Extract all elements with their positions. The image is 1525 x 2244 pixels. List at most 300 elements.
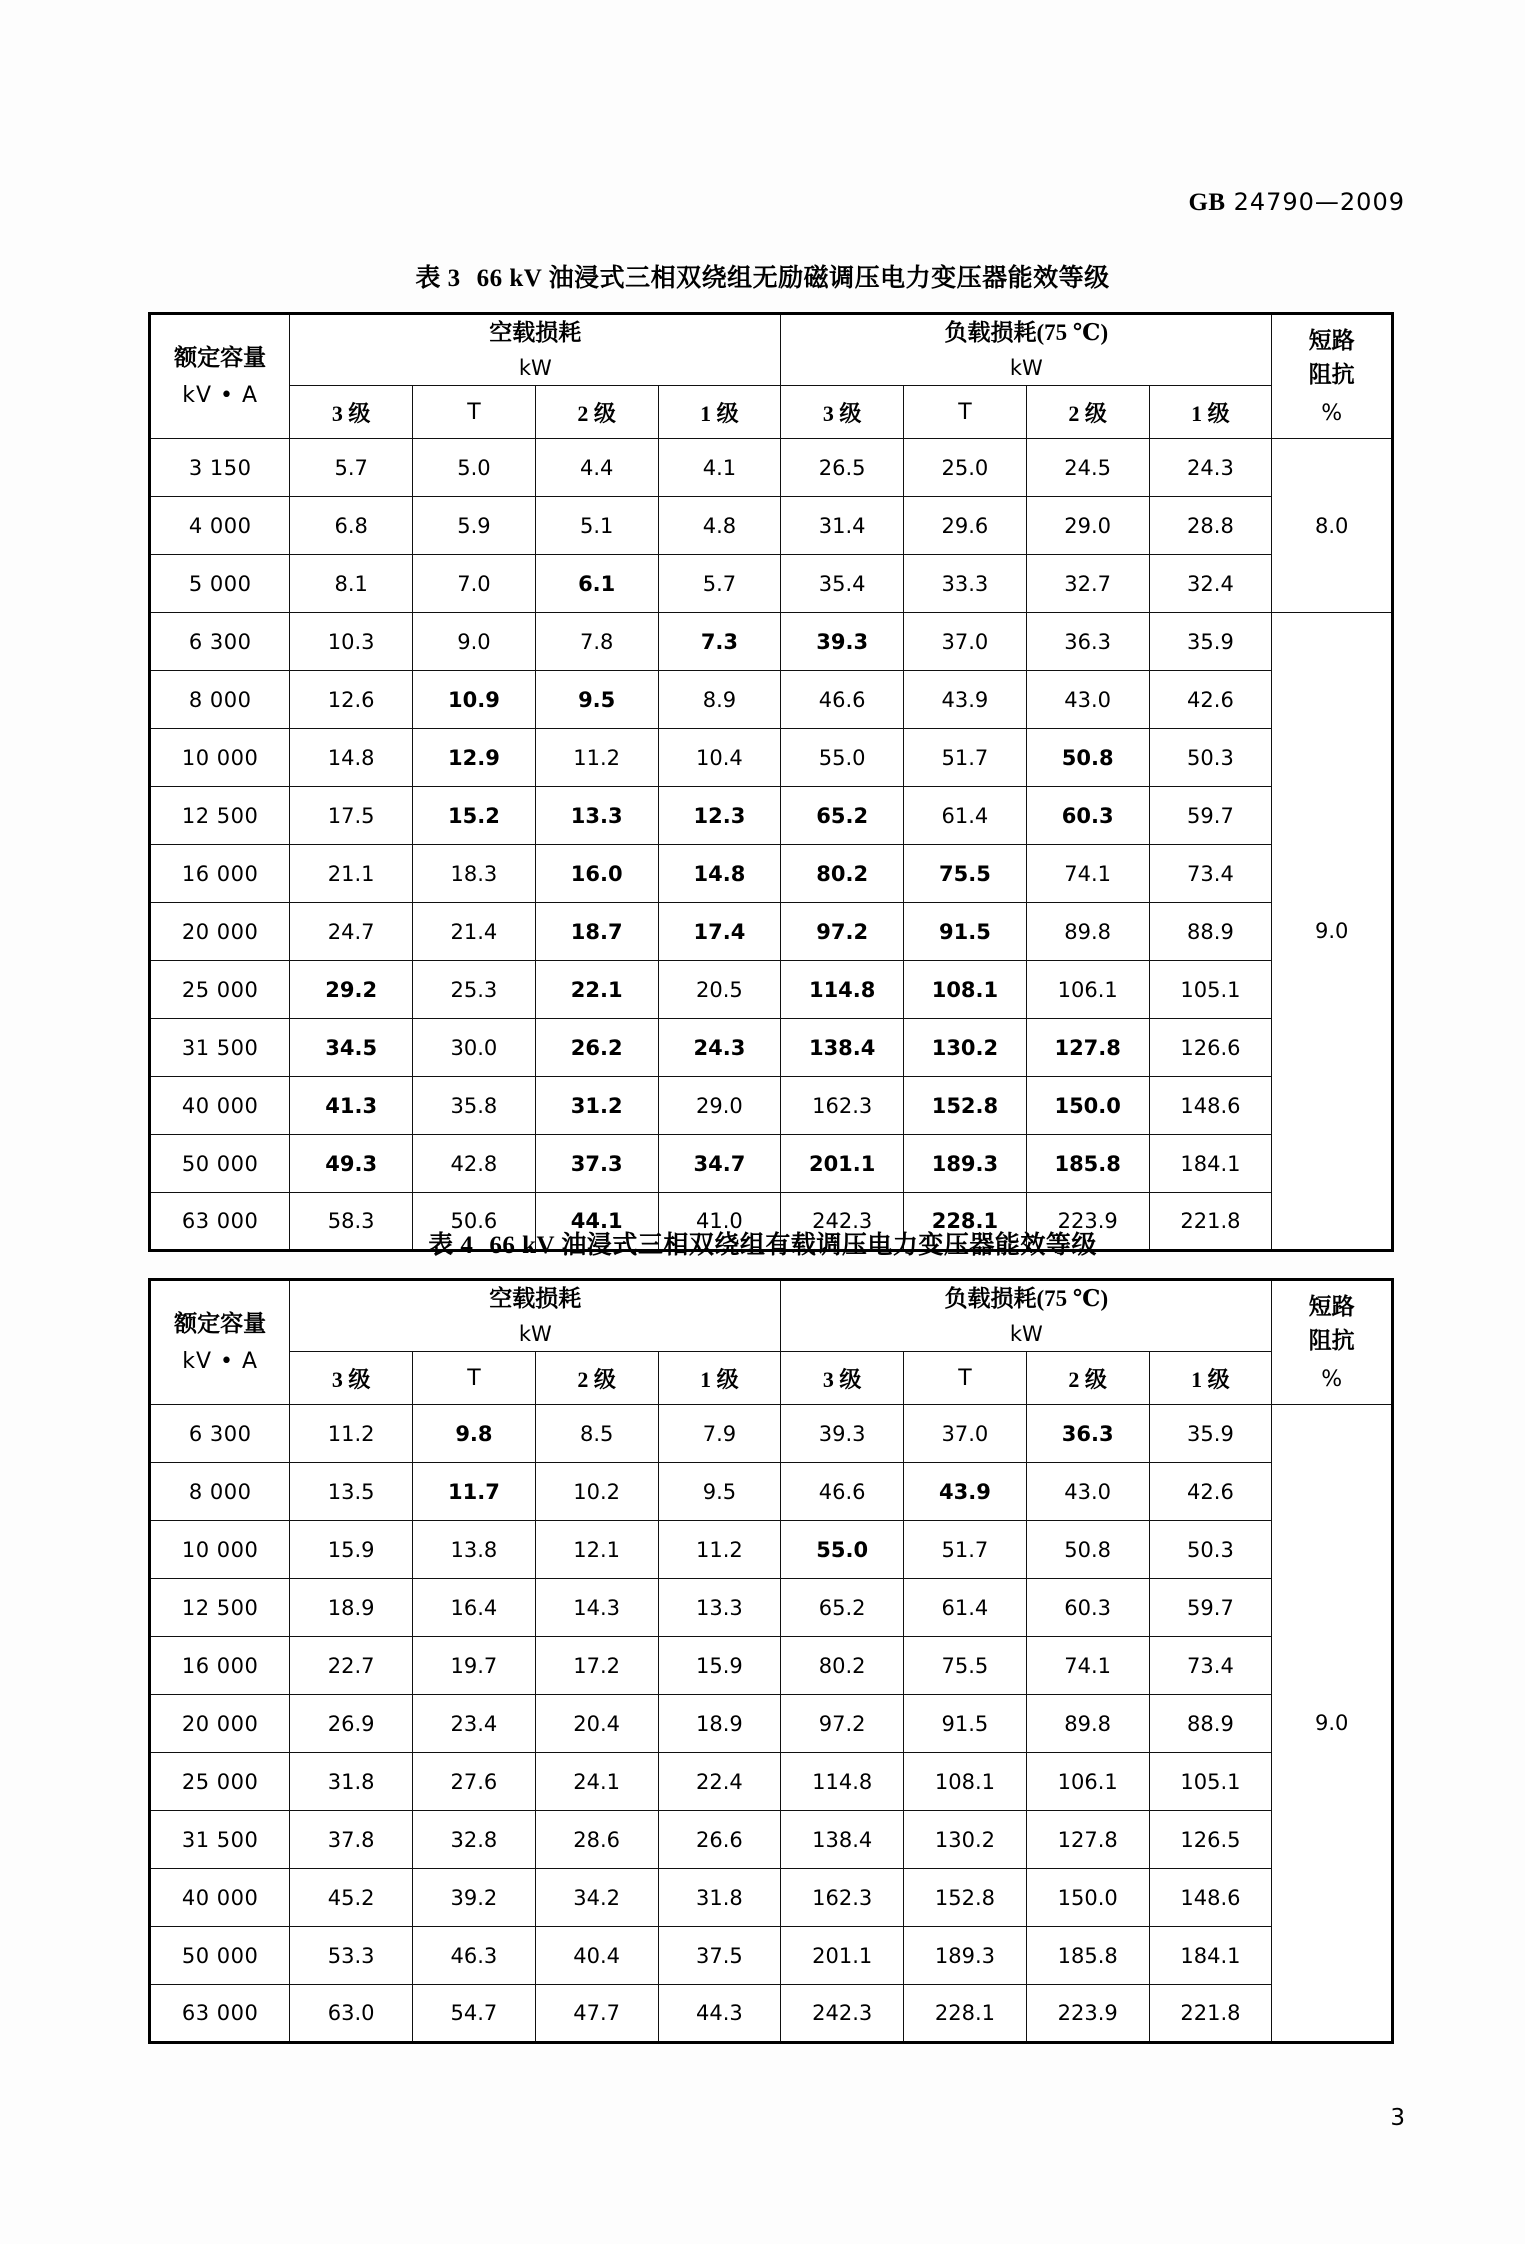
cell-no-load-loss: 5.9 (413, 497, 536, 555)
cell-no-load-loss: 37.3 (535, 1135, 658, 1193)
header-no-load-label: 空载损耗 (489, 320, 582, 345)
cell-no-load-loss: 22.4 (658, 1753, 781, 1811)
header-nl-level-3: 3 级 (290, 386, 413, 439)
table-row (150, 787, 1393, 845)
cell-no-load-loss: 15.9 (658, 1637, 781, 1695)
table-row (150, 845, 1393, 903)
cell-rated-capacity: 5 000 (150, 555, 290, 613)
cell-load-loss: 43.9 (904, 671, 1027, 729)
header-capacity-label: 额定容量 (174, 344, 267, 370)
table-4-wrapper (148, 1278, 1394, 2044)
cell-load-loss: 50.3 (1149, 729, 1272, 787)
cell-no-load-loss: 14.3 (535, 1579, 658, 1637)
table-3 (148, 312, 1394, 1252)
cell-load-loss: 73.4 (1149, 845, 1272, 903)
header-load-loss (781, 314, 1272, 386)
cell-load-loss: 242.3 (781, 1193, 904, 1251)
header-impedance-line1: 短路 (1308, 327, 1355, 353)
cell-no-load-loss: 25.3 (413, 961, 536, 1019)
cell-no-load-loss: 34.7 (658, 1135, 781, 1193)
cell-no-load-loss: 10.4 (658, 729, 781, 787)
cell-rated-capacity: 20 000 (150, 903, 290, 961)
cell-load-loss: 37.0 (904, 1405, 1027, 1463)
cell-load-loss: 35.9 (1149, 613, 1272, 671)
cell-load-loss: 43.9 (904, 1463, 1027, 1521)
cell-no-load-loss: 37.5 (658, 1927, 781, 1985)
header-capacity-unit: kV • A (182, 1349, 259, 1375)
cell-load-loss: 185.8 (1026, 1927, 1149, 1985)
table-row (150, 1869, 1393, 1927)
cell-load-loss: 127.8 (1026, 1019, 1149, 1077)
standard-header (1188, 188, 1405, 217)
standard-number: 24790—2009 (1233, 188, 1405, 216)
cell-load-loss: 138.4 (781, 1019, 904, 1077)
table-4-body (150, 1405, 1393, 2043)
cell-no-load-loss: 7.8 (535, 613, 658, 671)
cell-no-load-loss: 17.4 (658, 903, 781, 961)
cell-no-load-loss: 24.1 (535, 1753, 658, 1811)
cell-load-loss: 29.0 (1026, 497, 1149, 555)
cell-load-loss: 201.1 (781, 1927, 904, 1985)
cell-no-load-loss: 47.7 (535, 1985, 658, 2043)
cell-no-load-loss: 26.2 (535, 1019, 658, 1077)
cell-no-load-loss: 31.8 (658, 1869, 781, 1927)
cell-load-loss: 80.2 (781, 1637, 904, 1695)
cell-no-load-loss: 18.3 (413, 845, 536, 903)
cell-no-load-loss: 9.5 (535, 671, 658, 729)
cell-no-load-loss: 9.0 (413, 613, 536, 671)
cell-no-load-loss: 4.4 (535, 439, 658, 497)
cell-no-load-loss: 34.5 (290, 1019, 413, 1077)
cell-rated-capacity: 40 000 (150, 1869, 290, 1927)
cell-load-loss: 74.1 (1026, 1637, 1149, 1695)
table-row (150, 1985, 1393, 2043)
cell-no-load-loss: 54.7 (413, 1985, 536, 2043)
cell-load-loss: 31.4 (781, 497, 904, 555)
cell-no-load-loss: 50.6 (413, 1193, 536, 1251)
cell-load-loss: 148.6 (1149, 1869, 1272, 1927)
header-no-load-loss (290, 1280, 781, 1352)
table-row (150, 729, 1393, 787)
cell-no-load-loss: 44.1 (535, 1193, 658, 1251)
cell-no-load-loss: 10.2 (535, 1463, 658, 1521)
header-ll-level-t: T (904, 386, 1027, 439)
header-ll-level-t: T (904, 1352, 1027, 1405)
header-ll-level-2: 2 级 (1026, 386, 1149, 439)
cell-load-loss: 152.8 (904, 1869, 1027, 1927)
cell-load-loss: 24.3 (1149, 439, 1272, 497)
cell-no-load-loss: 41.3 (290, 1077, 413, 1135)
cell-load-loss: 221.8 (1149, 1985, 1272, 2043)
table-3-caption (0, 258, 1525, 294)
cell-load-loss: 80.2 (781, 845, 904, 903)
cell-no-load-loss: 6.8 (290, 497, 413, 555)
cell-load-loss: 51.7 (904, 729, 1027, 787)
cell-no-load-loss: 13.3 (658, 1579, 781, 1637)
cell-load-loss: 114.8 (781, 1753, 904, 1811)
cell-no-load-loss: 11.2 (535, 729, 658, 787)
header-impedance-line2: 阻抗 (1308, 362, 1355, 387)
cell-rated-capacity: 25 000 (150, 1753, 290, 1811)
table-4-head (150, 1280, 1393, 1405)
table-row (150, 555, 1393, 613)
table-row (150, 1637, 1393, 1695)
header-no-load-unit: kW (518, 1321, 552, 1346)
cell-no-load-loss: 8.5 (535, 1405, 658, 1463)
cell-no-load-loss: 9.8 (413, 1405, 536, 1463)
cell-load-loss: 189.3 (904, 1135, 1027, 1193)
cell-load-loss: 88.9 (1149, 903, 1272, 961)
table-row (150, 1695, 1393, 1753)
cell-load-loss: 106.1 (1026, 961, 1149, 1019)
header-nl-level-t: T (413, 386, 536, 439)
cell-no-load-loss: 12.1 (535, 1521, 658, 1579)
cell-load-loss: 32.4 (1149, 555, 1272, 613)
table-4 (148, 1278, 1394, 2044)
table-row (150, 1521, 1393, 1579)
cell-load-loss: 105.1 (1149, 961, 1272, 1019)
cell-no-load-loss: 16.0 (535, 845, 658, 903)
cell-no-load-loss: 8.9 (658, 671, 781, 729)
cell-no-load-loss: 11.2 (658, 1521, 781, 1579)
cell-load-loss: 223.9 (1026, 1193, 1149, 1251)
cell-no-load-loss: 26.6 (658, 1811, 781, 1869)
cell-load-loss: 97.2 (781, 903, 904, 961)
cell-rated-capacity: 63 000 (150, 1193, 290, 1251)
cell-load-loss: 126.5 (1149, 1811, 1272, 1869)
cell-no-load-loss: 58.3 (290, 1193, 413, 1251)
cell-load-loss: 61.4 (904, 787, 1027, 845)
cell-no-load-loss: 26.9 (290, 1695, 413, 1753)
cell-rated-capacity: 10 000 (150, 1521, 290, 1579)
header-nl-level-2: 2 级 (535, 386, 658, 439)
cell-load-loss: 37.0 (904, 613, 1027, 671)
cell-load-loss: 108.1 (904, 1753, 1027, 1811)
cell-no-load-loss: 29.2 (290, 961, 413, 1019)
cell-no-load-loss: 8.1 (290, 555, 413, 613)
header-load-loss (781, 1280, 1272, 1352)
cell-no-load-loss: 7.9 (658, 1405, 781, 1463)
cell-no-load-loss: 14.8 (658, 845, 781, 903)
cell-no-load-loss: 45.2 (290, 1869, 413, 1927)
cell-no-load-loss: 18.9 (658, 1695, 781, 1753)
cell-no-load-loss: 18.9 (290, 1579, 413, 1637)
cell-no-load-loss: 5.7 (290, 439, 413, 497)
cell-no-load-loss: 23.4 (413, 1695, 536, 1753)
cell-load-loss: 28.8 (1149, 497, 1272, 555)
cell-load-loss: 148.6 (1149, 1077, 1272, 1135)
cell-no-load-loss: 22.7 (290, 1637, 413, 1695)
header-nl-level-1: 1 级 (658, 1352, 781, 1405)
cell-load-loss: 108.1 (904, 961, 1027, 1019)
header-capacity-label: 额定容量 (174, 1310, 267, 1336)
cell-no-load-loss: 42.8 (413, 1135, 536, 1193)
cell-no-load-loss: 46.3 (413, 1927, 536, 1985)
standard-prefix: GB (1188, 189, 1226, 216)
cell-load-loss: 55.0 (781, 1521, 904, 1579)
cell-rated-capacity: 8 000 (150, 671, 290, 729)
header-ll-level-1: 1 级 (1149, 386, 1272, 439)
cell-no-load-loss: 6.1 (535, 555, 658, 613)
table-row (150, 1135, 1393, 1193)
cell-rated-capacity: 6 300 (150, 613, 290, 671)
cell-rated-capacity: 3 150 (150, 439, 290, 497)
cell-load-loss: 114.8 (781, 961, 904, 1019)
cell-load-loss: 59.7 (1149, 787, 1272, 845)
cell-load-loss: 74.1 (1026, 845, 1149, 903)
cell-rated-capacity: 10 000 (150, 729, 290, 787)
header-impedance-unit: % (1321, 1366, 1343, 1392)
cell-rated-capacity: 12 500 (150, 1579, 290, 1637)
cell-no-load-loss: 39.2 (413, 1869, 536, 1927)
cell-load-loss: 150.0 (1026, 1077, 1149, 1135)
cell-load-loss: 46.6 (781, 671, 904, 729)
cell-no-load-loss: 10.3 (290, 613, 413, 671)
header-nl-level-t: T (413, 1352, 536, 1405)
cell-short-circuit-impedance: 9.0 (1272, 613, 1393, 1251)
cell-load-loss: 138.4 (781, 1811, 904, 1869)
header-capacity (150, 314, 290, 439)
header-load-loss-label: 负载损耗(75 ℃) (944, 320, 1109, 345)
table-3-wrapper (148, 312, 1394, 1252)
table-row (150, 613, 1393, 671)
cell-load-loss: 50.8 (1026, 729, 1149, 787)
cell-no-load-loss: 7.0 (413, 555, 536, 613)
cell-load-loss: 73.4 (1149, 1637, 1272, 1695)
cell-no-load-loss: 13.5 (290, 1463, 413, 1521)
cell-no-load-loss: 35.8 (413, 1077, 536, 1135)
cell-load-loss: 43.0 (1026, 1463, 1149, 1521)
header-capacity-unit: kV • A (182, 383, 259, 409)
cell-load-loss: 126.6 (1149, 1019, 1272, 1077)
cell-no-load-loss: 5.7 (658, 555, 781, 613)
cell-load-loss: 32.7 (1026, 555, 1149, 613)
table-4-label: 表 4 (428, 1232, 474, 1259)
cell-no-load-loss: 31.2 (535, 1077, 658, 1135)
cell-load-loss: 59.7 (1149, 1579, 1272, 1637)
cell-no-load-loss: 37.8 (290, 1811, 413, 1869)
table-3-label: 表 3 (415, 265, 461, 292)
cell-no-load-loss: 13.8 (413, 1521, 536, 1579)
cell-load-loss: 88.9 (1149, 1695, 1272, 1753)
cell-no-load-loss: 14.8 (290, 729, 413, 787)
cell-no-load-loss: 24.7 (290, 903, 413, 961)
cell-load-loss: 26.5 (781, 439, 904, 497)
cell-no-load-loss: 20.5 (658, 961, 781, 1019)
cell-load-loss: 60.3 (1026, 787, 1149, 845)
cell-short-circuit-impedance: 9.0 (1272, 1405, 1393, 2043)
cell-no-load-loss: 41.0 (658, 1193, 781, 1251)
cell-load-loss: 65.2 (781, 787, 904, 845)
header-load-loss-unit: kW (1009, 1321, 1043, 1346)
header-ll-level-1: 1 级 (1149, 1352, 1272, 1405)
cell-no-load-loss: 12.6 (290, 671, 413, 729)
cell-load-loss: 61.4 (904, 1579, 1027, 1637)
cell-no-load-loss: 31.8 (290, 1753, 413, 1811)
cell-short-circuit-impedance: 8.0 (1272, 439, 1393, 613)
cell-no-load-loss: 21.4 (413, 903, 536, 961)
cell-no-load-loss: 4.1 (658, 439, 781, 497)
cell-load-loss: 60.3 (1026, 1579, 1149, 1637)
table-row (150, 671, 1393, 729)
header-impedance-unit: % (1321, 400, 1343, 426)
cell-no-load-loss: 63.0 (290, 1985, 413, 2043)
cell-rated-capacity: 4 000 (150, 497, 290, 555)
cell-no-load-loss: 40.4 (535, 1927, 658, 1985)
cell-no-load-loss: 9.5 (658, 1463, 781, 1521)
cell-load-loss: 89.8 (1026, 903, 1149, 961)
table-3-body (150, 439, 1393, 1251)
header-impedance-line1: 短路 (1308, 1293, 1355, 1319)
cell-no-load-loss: 53.3 (290, 1927, 413, 1985)
header-impedance (1272, 314, 1393, 439)
cell-no-load-loss: 20.4 (535, 1695, 658, 1753)
cell-load-loss: 35.9 (1149, 1405, 1272, 1463)
cell-load-loss: 91.5 (904, 1695, 1027, 1753)
cell-no-load-loss: 49.3 (290, 1135, 413, 1193)
cell-load-loss: 29.6 (904, 497, 1027, 555)
cell-no-load-loss: 17.5 (290, 787, 413, 845)
cell-load-loss: 150.0 (1026, 1869, 1149, 1927)
table-row (150, 497, 1393, 555)
cell-load-loss: 39.3 (781, 613, 904, 671)
header-nl-level-3: 3 级 (290, 1352, 413, 1405)
cell-load-loss: 89.8 (1026, 1695, 1149, 1753)
cell-rated-capacity: 20 000 (150, 1695, 290, 1753)
cell-load-loss: 65.2 (781, 1579, 904, 1637)
cell-no-load-loss: 11.2 (290, 1405, 413, 1463)
header-no-load-loss (290, 314, 781, 386)
cell-no-load-loss: 5.1 (535, 497, 658, 555)
cell-load-loss: 39.3 (781, 1405, 904, 1463)
cell-no-load-loss: 11.7 (413, 1463, 536, 1521)
table-row (150, 1463, 1393, 1521)
page-number: 3 (1390, 2105, 1405, 2131)
table-4-caption (0, 1225, 1525, 1261)
header-ll-level-2: 2 级 (1026, 1352, 1149, 1405)
cell-no-load-loss: 22.1 (535, 961, 658, 1019)
cell-load-loss: 185.8 (1026, 1135, 1149, 1193)
cell-no-load-loss: 7.3 (658, 613, 781, 671)
cell-load-loss: 97.2 (781, 1695, 904, 1753)
cell-rated-capacity: 31 500 (150, 1019, 290, 1077)
cell-no-load-loss: 21.1 (290, 845, 413, 903)
cell-no-load-loss: 19.7 (413, 1637, 536, 1695)
cell-load-loss: 106.1 (1026, 1753, 1149, 1811)
header-impedance (1272, 1280, 1393, 1405)
cell-load-loss: 46.6 (781, 1463, 904, 1521)
cell-load-loss: 223.9 (1026, 1985, 1149, 2043)
cell-load-loss: 35.4 (781, 555, 904, 613)
cell-load-loss: 189.3 (904, 1927, 1027, 1985)
cell-no-load-loss: 27.6 (413, 1753, 536, 1811)
cell-no-load-loss: 16.4 (413, 1579, 536, 1637)
cell-load-loss: 162.3 (781, 1869, 904, 1927)
cell-load-loss: 184.1 (1149, 1135, 1272, 1193)
cell-load-loss: 25.0 (904, 439, 1027, 497)
cell-load-loss: 105.1 (1149, 1753, 1272, 1811)
cell-no-load-loss: 12.9 (413, 729, 536, 787)
table-row (150, 1753, 1393, 1811)
cell-rated-capacity: 12 500 (150, 787, 290, 845)
cell-load-loss: 42.6 (1149, 671, 1272, 729)
header-no-load-unit: kW (518, 355, 552, 380)
table-row (150, 1077, 1393, 1135)
cell-load-loss: 221.8 (1149, 1193, 1272, 1251)
cell-load-loss: 75.5 (904, 1637, 1027, 1695)
cell-load-loss: 42.6 (1149, 1463, 1272, 1521)
cell-no-load-loss: 17.2 (535, 1637, 658, 1695)
table-row (150, 1579, 1393, 1637)
cell-load-loss: 36.3 (1026, 613, 1149, 671)
header-ll-level-3: 3 级 (781, 386, 904, 439)
cell-no-load-loss: 24.3 (658, 1019, 781, 1077)
cell-rated-capacity: 16 000 (150, 1637, 290, 1695)
header-capacity (150, 1280, 290, 1405)
cell-rated-capacity: 50 000 (150, 1927, 290, 1985)
cell-no-load-loss: 28.6 (535, 1811, 658, 1869)
cell-load-loss: 36.3 (1026, 1405, 1149, 1463)
cell-load-loss: 24.5 (1026, 439, 1149, 497)
header-load-loss-label: 负载损耗(75 ℃) (944, 1286, 1109, 1311)
cell-rated-capacity: 8 000 (150, 1463, 290, 1521)
table-row (150, 1927, 1393, 1985)
header-impedance-line2: 阻抗 (1308, 1328, 1355, 1353)
cell-no-load-loss: 44.3 (658, 1985, 781, 2043)
cell-rated-capacity: 25 000 (150, 961, 290, 1019)
cell-rated-capacity: 6 300 (150, 1405, 290, 1463)
table-row (150, 1019, 1393, 1077)
cell-no-load-loss: 15.2 (413, 787, 536, 845)
table-row (150, 903, 1393, 961)
cell-load-loss: 201.1 (781, 1135, 904, 1193)
table-4-title: 66 kV 油浸式三相双绕组有载调压电力变压器能效等级 (489, 1232, 1097, 1259)
table-row (150, 1405, 1393, 1463)
cell-load-loss: 33.3 (904, 555, 1027, 613)
cell-rated-capacity: 31 500 (150, 1811, 290, 1869)
header-load-loss-unit: kW (1009, 355, 1043, 380)
table-row (150, 961, 1393, 1019)
cell-no-load-loss: 34.2 (535, 1869, 658, 1927)
table-3-title: 66 kV 油浸式三相双绕组无励磁调压电力变压器能效等级 (476, 265, 1110, 292)
cell-no-load-loss: 18.7 (535, 903, 658, 961)
header-no-load-label: 空载损耗 (489, 1286, 582, 1311)
cell-load-loss: 228.1 (904, 1985, 1027, 2043)
cell-no-load-loss: 32.8 (413, 1811, 536, 1869)
table-row (150, 1811, 1393, 1869)
cell-rated-capacity: 40 000 (150, 1077, 290, 1135)
header-nl-level-1: 1 级 (658, 386, 781, 439)
table-row (150, 439, 1393, 497)
header-nl-level-2: 2 级 (535, 1352, 658, 1405)
cell-load-loss: 50.8 (1026, 1521, 1149, 1579)
cell-load-loss: 91.5 (904, 903, 1027, 961)
cell-load-loss: 130.2 (904, 1019, 1027, 1077)
cell-load-loss: 55.0 (781, 729, 904, 787)
header-ll-level-3: 3 级 (781, 1352, 904, 1405)
cell-load-loss: 152.8 (904, 1077, 1027, 1135)
cell-load-loss: 228.1 (904, 1193, 1027, 1251)
cell-load-loss: 43.0 (1026, 671, 1149, 729)
cell-load-loss: 127.8 (1026, 1811, 1149, 1869)
cell-no-load-loss: 4.8 (658, 497, 781, 555)
cell-load-loss: 75.5 (904, 845, 1027, 903)
cell-load-loss: 242.3 (781, 1985, 904, 2043)
cell-no-load-loss: 5.0 (413, 439, 536, 497)
cell-rated-capacity: 16 000 (150, 845, 290, 903)
cell-load-loss: 130.2 (904, 1811, 1027, 1869)
cell-load-loss: 50.3 (1149, 1521, 1272, 1579)
